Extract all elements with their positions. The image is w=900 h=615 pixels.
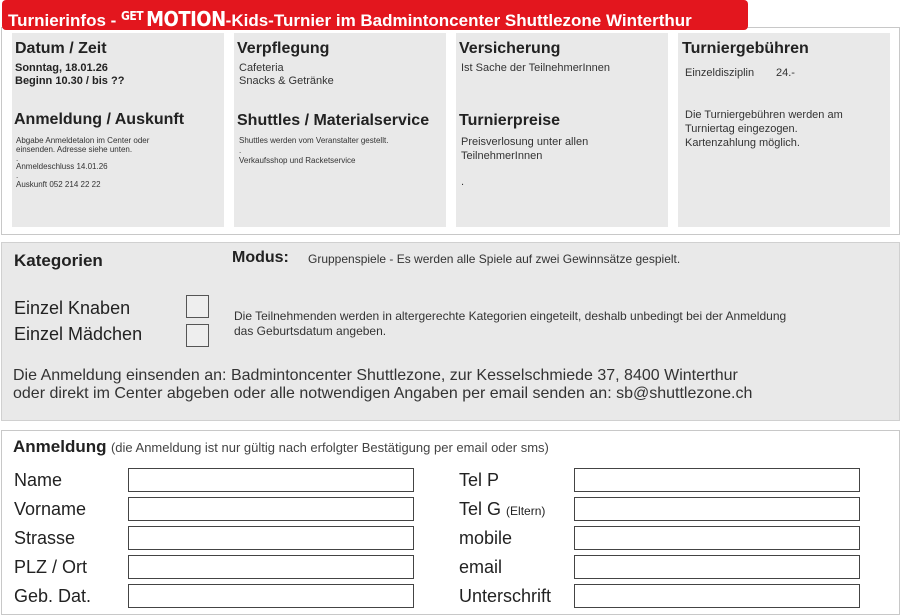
- send-address-line2: oder direkt im Center abgeben oder alle notwendigen Angaben per email senden an: sb@shuttlezone.ch: [13, 385, 753, 402]
- mobile-label: mobile: [459, 528, 513, 548]
- einzeldisziplin-price: 24.-: [776, 67, 795, 79]
- verpflegung-title: Verpflegung: [237, 40, 330, 57]
- shuttles-line1: Shuttles werden vom Veranstalter gestellt.: [239, 136, 389, 145]
- einzel-maedchen-label: Einzel Mädchen: [14, 324, 143, 344]
- versicherung-line1: Ist Sache der TeilnehmerInnen: [461, 62, 610, 74]
- mobile-field[interactable]: [574, 526, 860, 550]
- datum-title: Datum / Zeit: [15, 40, 107, 57]
- modus-label: Modus:: [232, 249, 289, 266]
- tel-p-field[interactable]: [574, 468, 860, 492]
- shuttles-dot: .: [239, 146, 242, 155]
- turnierpreise-dot: .: [461, 176, 465, 188]
- banner-title: [8, 6, 692, 31]
- strasse-field[interactable]: [128, 526, 414, 550]
- anmeldung-form-title: Anmeldung: [13, 437, 107, 456]
- email-label: email: [459, 557, 503, 577]
- name-label: Name: [14, 470, 63, 490]
- vorname-field[interactable]: [128, 497, 414, 521]
- turnierpreise-line1: Preisverlosung unter allen: [461, 136, 589, 148]
- einzel-maedchen-checkbox[interactable]: [186, 324, 209, 347]
- einzel-knaben-checkbox[interactable]: [186, 295, 209, 318]
- kategorien-title: Kategorien: [14, 251, 103, 270]
- anmeldung-line1: Abgabe Anmeldetalon im Center oder: [16, 136, 150, 145]
- tel-g-eltern-note: (Eltern): [506, 504, 546, 518]
- einzel-knaben-label: Einzel Knaben: [14, 298, 131, 318]
- verpflegung-line1: Cafeteria: [239, 62, 284, 74]
- shuttles-title: Shuttles / Materialservice: [237, 112, 430, 129]
- datum-line2: Beginn 10.30 / bis ??: [15, 75, 125, 87]
- title-banner: [2, 0, 748, 30]
- anmeldung-line4: Auskunft 052 214 22 22: [16, 180, 101, 189]
- turniergebuehren-title: Turniergebühren: [682, 40, 809, 57]
- plz-ort-label: PLZ / Ort: [14, 557, 88, 577]
- geburtsdatum-label: Geb. Dat.: [14, 586, 92, 606]
- geburtsdatum-field[interactable]: [128, 584, 414, 608]
- vorname-label: Vorname: [14, 499, 87, 519]
- kategorien-note-line1: Die Teilnehmenden werden in altergerechte Kategorien eingeteilt, deshalb unbedingt bei der Anmeldung: [234, 309, 787, 323]
- shuttles-line2: Verkaufsshop und Racketservice: [239, 156, 356, 165]
- kategorien-note-line2: das Geburtsdatum angeben.: [234, 324, 387, 338]
- anmeldung-dot1: .: [16, 154, 19, 163]
- tel-p-label: Tel P: [459, 470, 500, 490]
- anmeldung-line2: einsenden. Adresse siehe unten.: [16, 145, 133, 154]
- anmeldung-form-heading: [13, 437, 549, 457]
- send-address-line1: Die Anmeldung einsenden an: Badmintoncenter Shuttlezone, zur Kesselschmiede 37, 8400 Winterthur: [13, 367, 738, 384]
- turnierpreise-title: Turnierpreise: [459, 112, 561, 129]
- banner-suffix: -Kids-Turnier im Badmintoncenter Shuttlezone Winterthur: [225, 11, 692, 30]
- versicherung-title: Versicherung: [459, 40, 561, 57]
- unterschrift-label: Unterschrift: [459, 586, 552, 606]
- gebuehren-note3: Kartenzahlung möglich.: [685, 137, 800, 149]
- anmeldung-form-subtitle: (die Anmeldung ist nur gültig nach erfolgter Bestätigung per email oder sms): [110, 440, 549, 455]
- unterschrift-field[interactable]: [574, 584, 860, 608]
- getmotion-logo: $^{GET}$ MOTION: [121, 7, 226, 31]
- name-field[interactable]: [128, 468, 414, 492]
- gebuehren-note2: Turniertag eingezogen.: [685, 123, 798, 135]
- turnierpreise-line2: TeilnehmerInnen: [461, 150, 543, 162]
- banner-prefix: Turnierinfos -: [8, 11, 122, 30]
- strasse-label: Strasse: [14, 528, 76, 548]
- verpflegung-line2: Snacks & Getränke: [239, 75, 334, 87]
- datum-line1: Sonntag, 18.01.26: [15, 62, 108, 74]
- einzeldisziplin-label: Einzeldisziplin: [685, 67, 755, 79]
- anmeldung-auskunft-title: Anmeldung / Auskunft: [14, 111, 185, 128]
- modus-text: Gruppenspiele - Es werden alle Spiele auf zwei Gewinnsätze gespielt.: [308, 252, 681, 266]
- tel-g-label: Tel G (Eltern): [459, 499, 546, 519]
- anmeldung-line3: Anmeldeschluss 14.01.26: [16, 162, 108, 171]
- plz-ort-field[interactable]: [128, 555, 414, 579]
- email-field[interactable]: [574, 555, 860, 579]
- tel-g-field[interactable]: [574, 497, 860, 521]
- gebuehren-note1: Die Turniergebühren werden am: [685, 109, 843, 121]
- anmeldung-dot2: .: [16, 171, 19, 180]
